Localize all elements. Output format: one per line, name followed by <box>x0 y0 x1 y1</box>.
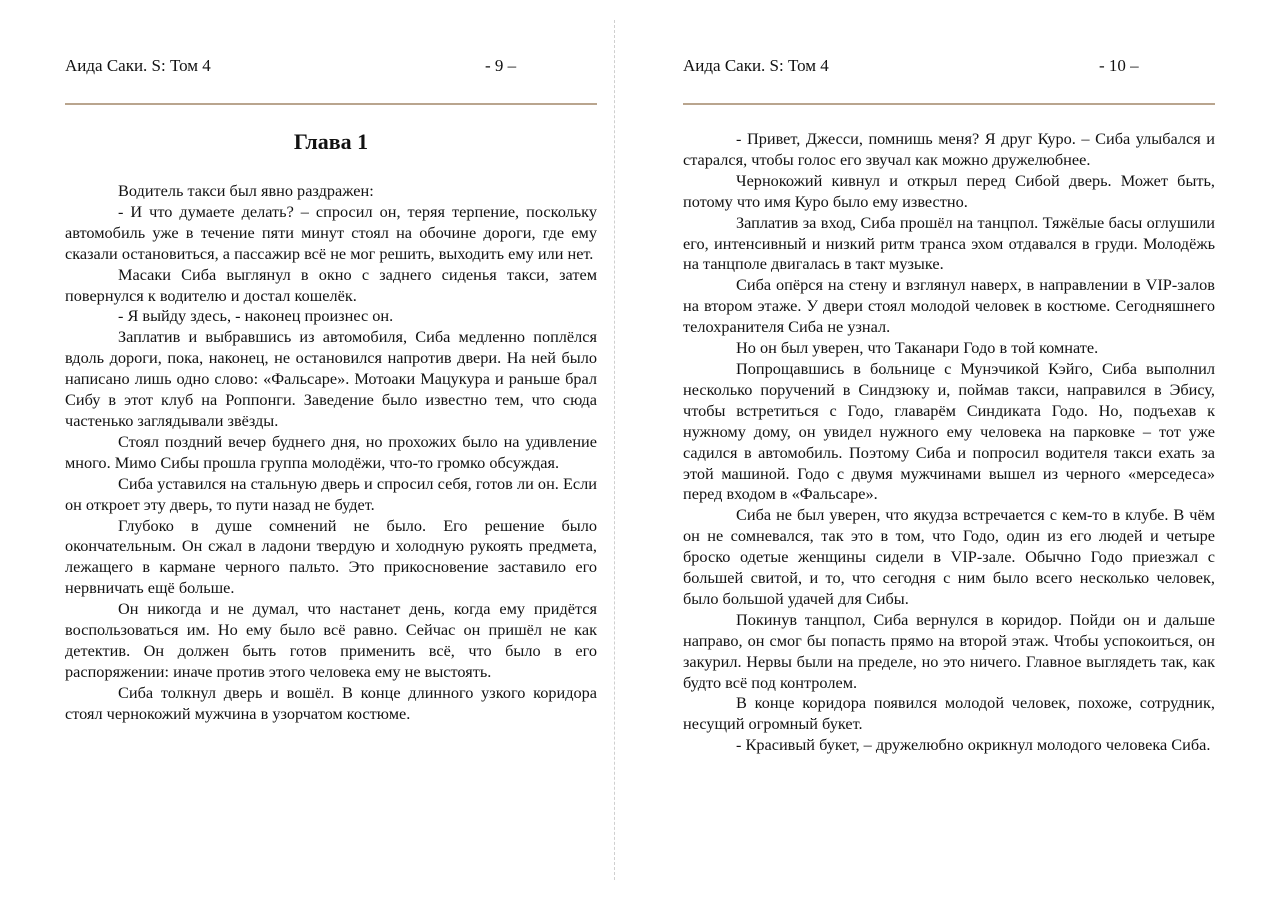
paragraph: - Красивый букет, – дружелюбно окрикнул молодого человека Сиба. <box>736 735 1211 755</box>
paragraph: Чернокожий кивнул и открыл перед Сибой дверь. Может быть, потому что имя Куро было ему известно. <box>683 170 1215 211</box>
paragraph: Заплатив и выбравшись из автомобиля, Сиба медленно поплёлся вдоль дороги, пока, наконец, не остановился напротив двери. На ней было написано лишь одно слово: «Фальсаре». Мотоаки Мацукура и раньше брал Сибу в этот клуб на Роппонги. Заведение было известно тем, что сюда частенько заглядывали звёзды. <box>65 327 597 430</box>
paragraph: Заплатив за вход, Сиба прошёл на танцпол. Тяжёлые басы оглушили его, интенсивный и низкий ритм транса эхом отдавался в груди. Молодёжь на танцполе двигалась в такт музыке. <box>683 212 1215 274</box>
paragraph: Глубоко в душе сомнений не было. Его решение было окончательным. Он сжал в ладони твердую и холодную рукоять предмета, лежащего в кармане черного пальто. Это прикосновение заставило его нервничать ещё больше. <box>65 515 597 598</box>
paragraph: Водитель такси был явно раздражен: <box>118 181 374 200</box>
paragraph: Но он был уверен, что Таканари Годо в той комнате. <box>736 338 1099 358</box>
paragraph: - Я выйду здесь, - наконец произнес он. <box>118 306 394 326</box>
paragraph: Стоял поздний вечер буднего дня, но прохожих было на удивление много. Мимо Сибы прошла группа молодёжи, что-то громко обсуждая. <box>65 431 597 472</box>
page-spread-divider <box>614 20 615 880</box>
paragraph: Сиба не был уверен, что якудза встречается с кем-то в клубе. В чём он не сомневался, так это в том, что Годо, один из его людей и четыре броско одетые женщины сидели в VIP-зале. Обычно Годо приезжал с большей свитой, и то, что сегодня с ним было всего несколько человек, было большой удачей для Сибы. <box>683 505 1215 608</box>
right-page <box>683 0 1215 905</box>
paragraph: Масаки Сиба выглянул в окно с заднего сиденья такси, затем повернулся к водителю и достал кошелёк. <box>65 264 597 305</box>
left-page-header <box>65 56 597 80</box>
right-header-title: Аида Саки. S: Том 4 <box>683 56 829 75</box>
paragraph: - И что думаете делать? – спросил он, теряя терпение, поскольку автомобиль уже в течение пяти минут стоял на обочине дороги, где ему сказали остановиться, а пассажир всё не мог решить, выходить ему или нет. <box>65 201 597 263</box>
right-page-number: - 10 – <box>1099 56 1139 75</box>
right-header-rule <box>683 103 1215 105</box>
left-header-rule <box>65 103 597 105</box>
paragraph: Сиба толкнул дверь и вошёл. В конце длинного узкого коридора стоял чернокожий мужчина в узорчатом костюме. <box>65 682 597 723</box>
paragraph: Сиба опёрся на стену и взглянул наверх, в направлении в VIP-залов на втором этаже. У двери стоял молодой человек в костюме. Сегодняшнего телохранителя Сиба не узнал. <box>683 275 1215 337</box>
left-page <box>65 0 597 905</box>
paragraph: Покинув танцпол, Сиба вернулся в коридор. Пойди он и дальше направо, он смог бы попасть прямо на второй этаж. Чтобы успокоиться, он закурил. Нервы были на пределе, но это ничего. Главное выглядеть так, как будто всё под контролем. <box>683 609 1215 692</box>
paragraph: - Привет, Джесси, помнишь меня? Я друг Куро. – Сиба улыбался и старался, чтобы голос его звучал как можно дружелюбнее. <box>683 129 1215 169</box>
right-body-text <box>683 129 1215 756</box>
paragraph: В конце коридора появился молодой человек, похоже, сотрудник, несущий огромный букет. <box>683 693 1215 734</box>
paragraph: Сиба уставился на стальную дверь и спросил себя, готов ли он. Если он откроет эту дверь, то пути назад не будет. <box>65 473 597 514</box>
left-body-text <box>65 181 597 725</box>
left-page-number: - 9 – <box>485 56 517 75</box>
paragraph: Он никогда и не думал, что настанет день, когда ему придётся воспользоваться им. Но ему было всё равно. Сейчас он пришёл не как детектив. Он должен быть готов применить всё, что было в его распоряжении: иначе против этого человека ему не выстоять. <box>65 599 597 681</box>
paragraph: Попрощавшись в больнице с Мунэчикой Кэйго, Сиба выполнил несколько поручений в Синдзюку и, поймав такси, направился в Эбису, чтобы встретиться с Годо, главарём Синдиката Годо. Но, подъехав к нужному дому, он увидел нужного ему человека на парковке – тот уже садился в автомобиль. Поэтому Сиба и попросил водителя такси ехать за этой машиной. Годо с двумя мужчинами вышел из черного «мерседеса» перед входом в «Фальсаре». <box>683 358 1215 504</box>
left-header-title: Аида Саки. S: Том 4 <box>65 56 211 75</box>
right-page-header <box>683 56 1215 80</box>
chapter-title: Глава 1 <box>293 129 369 154</box>
